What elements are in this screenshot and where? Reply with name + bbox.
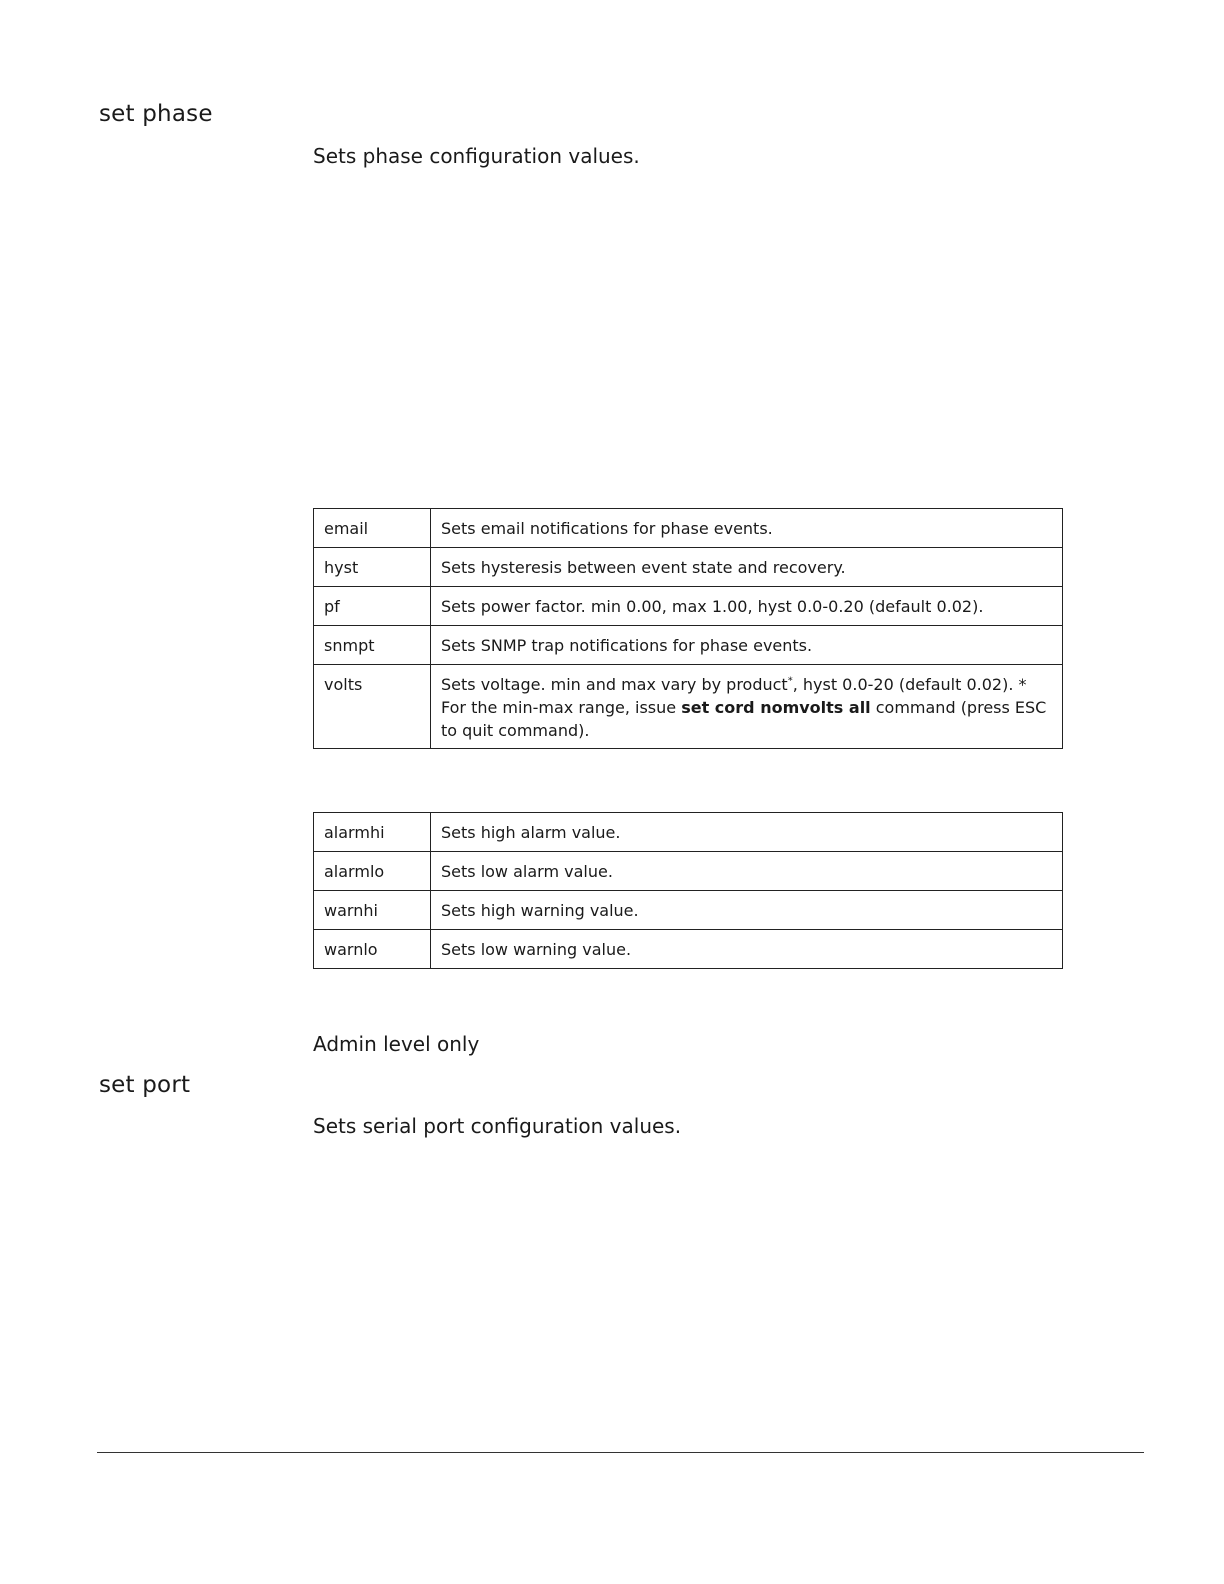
set-phase-description: Sets phase configuration values. <box>313 144 640 168</box>
threshold-parameters-table <box>313 812 1063 969</box>
param-description: Sets low warning value. <box>431 930 1063 969</box>
param-name: alarmhi <box>314 813 431 852</box>
param-name: email <box>314 509 431 548</box>
footnote-marker: * <box>787 675 793 687</box>
section-heading-set-phase: set phase <box>99 101 213 127</box>
table-row <box>314 509 1063 548</box>
param-description <box>431 665 1063 749</box>
param-description: Sets high alarm value. <box>431 813 1063 852</box>
param-name: snmpt <box>314 626 431 665</box>
table-row <box>314 548 1063 587</box>
section-heading-set-port: set port <box>99 1072 191 1098</box>
admin-note: Admin level only <box>313 1032 480 1056</box>
param-description: Sets email notifications for phase events. <box>431 509 1063 548</box>
param-name: pf <box>314 587 431 626</box>
table-row <box>314 930 1063 969</box>
table-row <box>314 665 1063 749</box>
volts-desc-text: Sets voltage. min and max vary by product <box>441 675 788 694</box>
table-row <box>314 852 1063 891</box>
param-description: Sets hysteresis between event state and recovery. <box>431 548 1063 587</box>
param-name: warnhi <box>314 891 431 930</box>
phase-parameters-table <box>313 508 1063 749</box>
command-name: set cord nomvolts all <box>681 698 871 717</box>
table-row <box>314 891 1063 930</box>
param-name: warnlo <box>314 930 431 969</box>
volts-desc-text: command (press ESC to quit command). <box>441 698 1047 740</box>
table-row <box>314 813 1063 852</box>
param-name: volts <box>314 665 431 749</box>
param-name: hyst <box>314 548 431 587</box>
param-description: Sets SNMP trap notifications for phase events. <box>431 626 1063 665</box>
param-name: alarmlo <box>314 852 431 891</box>
set-port-description: Sets serial port configuration values. <box>313 1114 682 1138</box>
table-row <box>314 587 1063 626</box>
footer-divider <box>97 1452 1144 1453</box>
param-description: Sets high warning value. <box>431 891 1063 930</box>
param-description: Sets low alarm value. <box>431 852 1063 891</box>
table-row <box>314 626 1063 665</box>
param-description: Sets power factor. min 0.00, max 1.00, hyst 0.0-0.20 (default 0.02). <box>431 587 1063 626</box>
volts-desc-text: , hyst 0.0-20 (default 0.02). * For the min-max range, issue <box>441 675 1027 717</box>
